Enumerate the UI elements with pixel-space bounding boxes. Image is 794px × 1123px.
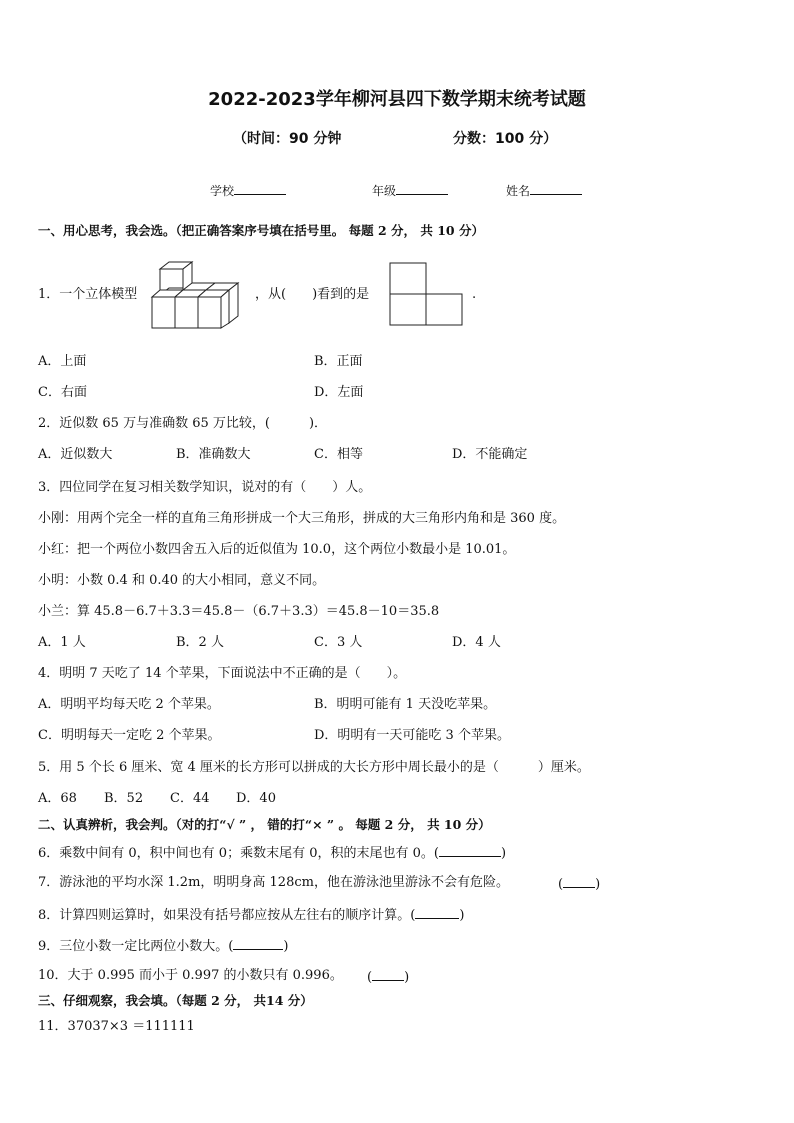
q5-option-c[interactable]: C．44 xyxy=(170,791,210,806)
q4-option-b[interactable]: B．明明可能有 1 天没吃苹果。 xyxy=(314,697,497,712)
q3-statement-xiaoming: 小明：小数 0.4 和 0.40 的大小相同，意义不同。 xyxy=(38,573,326,588)
q2-text: 2．近似数 65 万与准确数 65 万比较，( )． xyxy=(38,416,328,431)
q4-option-c[interactable]: C．明明每天一定吃 2 个苹果。 xyxy=(38,728,221,743)
exam-time: （时间：90 分钟 xyxy=(233,131,342,147)
name-label: 姓名 xyxy=(506,184,531,198)
q1-front-cube-2 xyxy=(175,297,198,328)
judge-item-10 xyxy=(38,968,343,984)
judge-10-answer-blank[interactable] xyxy=(372,968,404,981)
judge-6-close: ) xyxy=(500,846,507,861)
judge-9-close: ) xyxy=(283,939,289,954)
q4-text: 4．明明 7 天吃了 14 个苹果，下面说法中不正确的是（ ）。 xyxy=(38,666,407,681)
q5-option-b[interactable]: B．52 xyxy=(104,791,144,806)
q3-statement-xiaohong: 小红：把一个两位小数四舍五入后的近似值为 10.0，这个两位小数最小是 10.01。 xyxy=(38,542,516,557)
q5-text: 5．用 5 个长 6 厘米、宽 4 厘米的长方形可以拼成的大长方形中周长最小的是（ ）厘米。 xyxy=(38,760,590,775)
school-field xyxy=(210,182,286,198)
section-3-heading: 三、仔细观察，我会填。（每题 2 分， 共14 分） xyxy=(38,993,313,1008)
q1-option-b[interactable]: B．正面 xyxy=(314,354,363,369)
q3-option-b[interactable]: B．2 人 xyxy=(176,635,224,650)
q2-option-d[interactable]: D．不能确定 xyxy=(452,447,528,462)
q1-option-c[interactable]: C．右面 xyxy=(38,385,87,400)
q1-option-d[interactable]: D．左面 xyxy=(314,385,364,400)
judge-6-answer-blank[interactable] xyxy=(439,844,501,857)
judge-7-answer-blank[interactable] xyxy=(563,875,595,888)
q1-end: . xyxy=(472,287,477,302)
q5-option-a[interactable]: A．68 xyxy=(38,791,77,806)
judge-item-9 xyxy=(38,937,288,955)
q11-text: 11．37037×3 ＝111111 xyxy=(38,1019,195,1034)
q4-option-a[interactable]: A．明明平均每天吃 2 个苹果。 xyxy=(38,697,220,712)
q2-option-b[interactable]: B．准确数大 xyxy=(176,447,251,462)
judge-10-text: 10．大于 0.995 而小于 0.997 的小数只有 0.996。 xyxy=(38,968,343,983)
judge-7-text: 7．游泳池的平均水深 1.2m，明明身高 128cm，他在游泳池里游泳不会有危险。 xyxy=(38,875,509,890)
q1-option-a[interactable]: A．上面 xyxy=(38,354,87,369)
grade-blank[interactable] xyxy=(396,182,448,195)
q3-statement-xiaogang: 小刚：用两个完全一样的直角三角形拼成一个大三角形，拼成的大三角形内角和是 360 度。 xyxy=(38,511,566,526)
school-label: 学校 xyxy=(210,184,235,198)
q1-front-side xyxy=(221,290,229,328)
q1-right-side xyxy=(229,283,238,323)
judge-9-answer-blank[interactable] xyxy=(233,937,283,950)
judge-item-6 xyxy=(38,844,506,862)
grade-field xyxy=(372,182,448,198)
judge-8-answer-blank[interactable] xyxy=(415,906,459,919)
judge-7-close: ) xyxy=(595,877,601,892)
q1-view-figure xyxy=(389,262,464,327)
q3-statement-xiaolan: 小兰：算 45.8－6.7＋3.3＝45.8－（6.7＋3.3）＝45.8－10＝35.8 xyxy=(38,604,440,619)
q3-option-d[interactable]: D．4 人 xyxy=(452,635,501,650)
q4-option-d[interactable]: D．明明有一天可能吃 3 个苹果。 xyxy=(314,728,510,743)
q3-option-a[interactable]: A．1 人 xyxy=(38,635,86,650)
page-title: 2022-2023学年柳河县四下数学期末统考试题 xyxy=(208,89,586,110)
judge-6-text: 6．乘数中间有 0，积中间也有 0；乘数末尾有 0，积的末尾也有 0。( xyxy=(38,846,439,861)
q1-solid-model-figure xyxy=(150,260,245,330)
q1-front-cube-3 xyxy=(198,297,221,328)
judge-item-8 xyxy=(38,906,464,924)
q3-option-c[interactable]: C．3 人 xyxy=(314,635,363,650)
q2-option-c[interactable]: C．相等 xyxy=(314,447,363,462)
q1-mid: ，从( )看到的是 xyxy=(255,287,370,302)
judge-10-answer: ( ) xyxy=(367,970,410,985)
judge-9-text: 9．三位小数一定比两位小数大。( xyxy=(38,939,234,954)
judge-item-7 xyxy=(38,875,509,891)
q1-front-cube-1 xyxy=(152,297,175,328)
judge-10-close: ) xyxy=(404,970,410,985)
q2-option-a[interactable]: A．近似数大 xyxy=(38,447,113,462)
school-blank[interactable] xyxy=(234,182,286,195)
name-field xyxy=(506,182,582,198)
q5-option-d[interactable]: D．40 xyxy=(236,791,276,806)
judge-7-answer: ( ) xyxy=(558,877,601,892)
section-2-heading: 二、认真辨析，我会判。（对的打“√ ” ， 错的打“× ” 。 每题 2 分， 共 10 分） xyxy=(38,817,491,832)
grade-label: 年级 xyxy=(372,184,397,198)
section-1-heading: 一、用心思考，我会选。（把正确答案序号填在括号里。 每题 2 分， 共 10 分） xyxy=(38,223,484,238)
q1-view-square-bottom-right xyxy=(426,294,462,325)
q1-view-square-bottom-left xyxy=(390,294,426,325)
name-blank[interactable] xyxy=(530,182,582,195)
q1-view-square-top xyxy=(390,263,426,294)
judge-8-text: 8．计算四则运算时，如果没有括号都应按从左往右的顺序计算。( xyxy=(38,908,416,923)
q1-prefix: 1．一个立体模型 xyxy=(38,287,138,302)
exam-score: 分数：100 分） xyxy=(453,131,558,147)
q3-text: 3．四位同学在复习相关数学知识，说对的有（ ）人。 xyxy=(38,480,372,495)
judge-8-close: ) xyxy=(459,908,465,923)
